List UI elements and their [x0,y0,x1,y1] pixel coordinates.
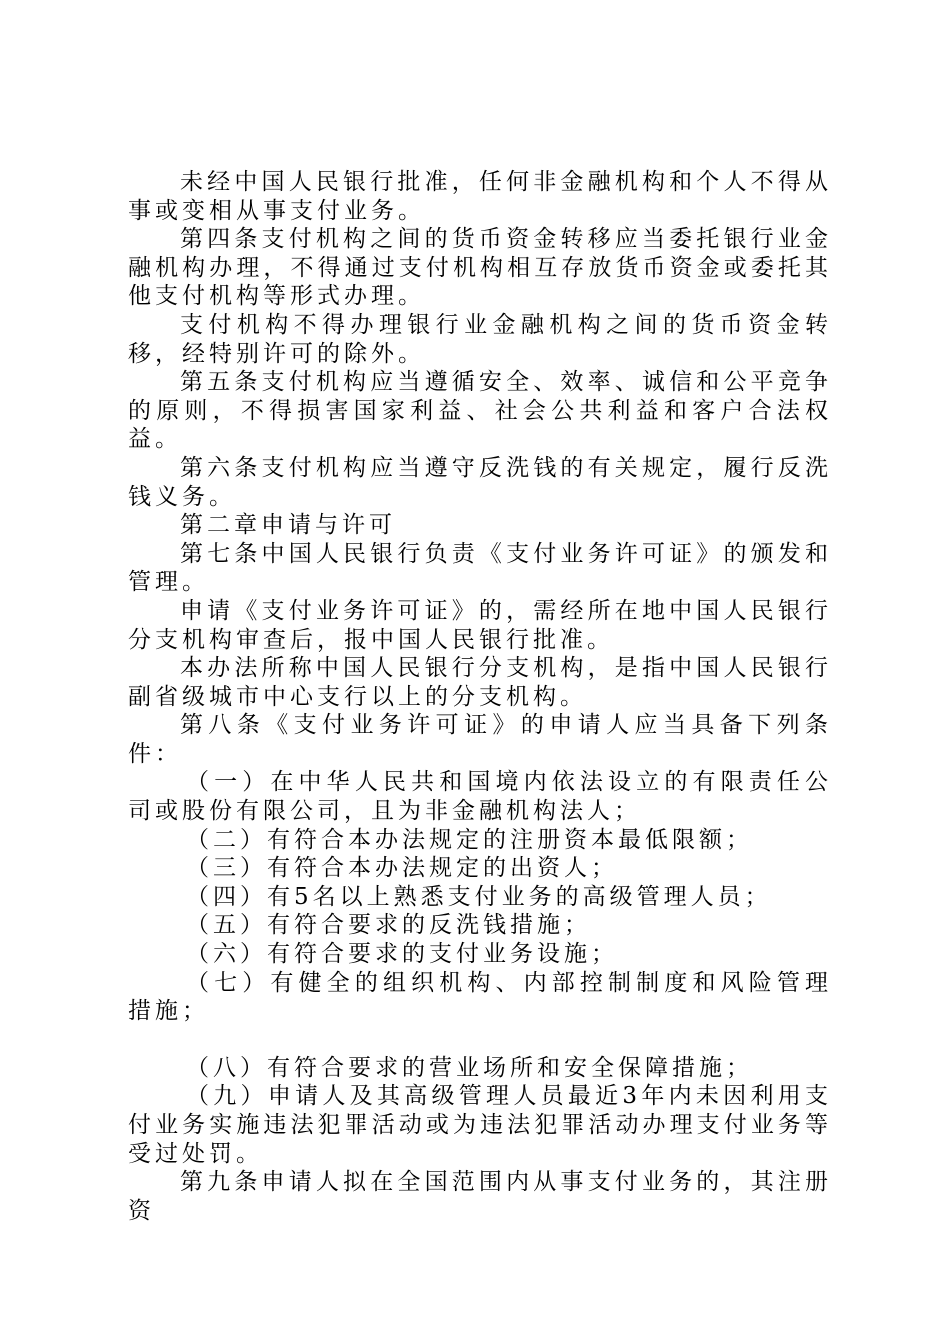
paragraph-article-4: 第四条支付机构之间的货币资金转移应当委托银行业金融机构办理，不得通过支付机构相互存放货币资金或委托其他支付机构等形式办理。 [128,226,832,310]
paragraph-article-9: 第九条申请人拟在全国范围内从事支付业务的，其注册资 [128,1169,832,1224]
paragraph-application-review: 申请《支付业务许可证》的，需经所在地中国人民银行分支机构审查后，报中国人民银行批准。 [128,597,832,653]
paragraph-unauthorized-payment: 未经中国人民银行批准，任何非金融机构和个人不得从事或变相从事支付业务。 [128,169,832,224]
blank-line [128,1026,832,1054]
paragraph-branch-definition: 本办法所称中国人民银行分支机构，是指中国人民银行副省级城市中心支行以上的分支机构。 [128,655,832,710]
condition-item-9: （九）申请人及其高级管理人员最近3年内未因利用支付业务实施违法犯罪活动或为违法犯罪活动办理支付业务等受过处罚。 [128,1083,832,1167]
paragraph-article-8: 第八条《支付业务许可证》的申请人应当具备下列条件： [128,712,832,767]
condition-item-6: （六）有符合要求的支付业务设施； [186,941,618,968]
condition-item-8: （八）有符合要求的营业场所和安全保障措施； [186,1054,753,1081]
paragraph-article-5: 第五条支付机构应当遵循安全、效率、诚信和公平竞争的原则，不得损害国家利益、社会公共利益和客户合法权益。 [128,369,832,453]
paragraph-article-7: 第七条中国人民银行负责《支付业务许可证》的颁发和管理。 [128,540,832,596]
condition-item-2: （二）有符合本办法规定的注册资本最低限额； [186,826,753,853]
condition-item-1: （一）在中华人民共和国境内依法设立的有限责任公司或股份有限公司，且为非金融机构法人； [128,769,832,825]
condition-item-3: （三）有符合本办法规定的出资人； [186,855,618,882]
paragraph-article-4-exception: 支付机构不得办理银行业金融机构之间的货币资金转移，经特别许可的除外。 [128,311,832,367]
paragraph-article-6: 第六条支付机构应当遵守反洗钱的有关规定，履行反洗钱义务。 [128,454,832,510]
document-body [128,168,832,1225]
chapter-heading: 第二章申请与许可 [180,512,396,539]
condition-item-7: （七）有健全的组织机构、内部控制制度和风险管理措施； [128,969,832,1025]
condition-item-4: （四）有5名以上熟悉支付业务的高级管理人员； [186,883,772,910]
condition-item-5: （五）有符合要求的反洗钱措施； [186,912,591,939]
